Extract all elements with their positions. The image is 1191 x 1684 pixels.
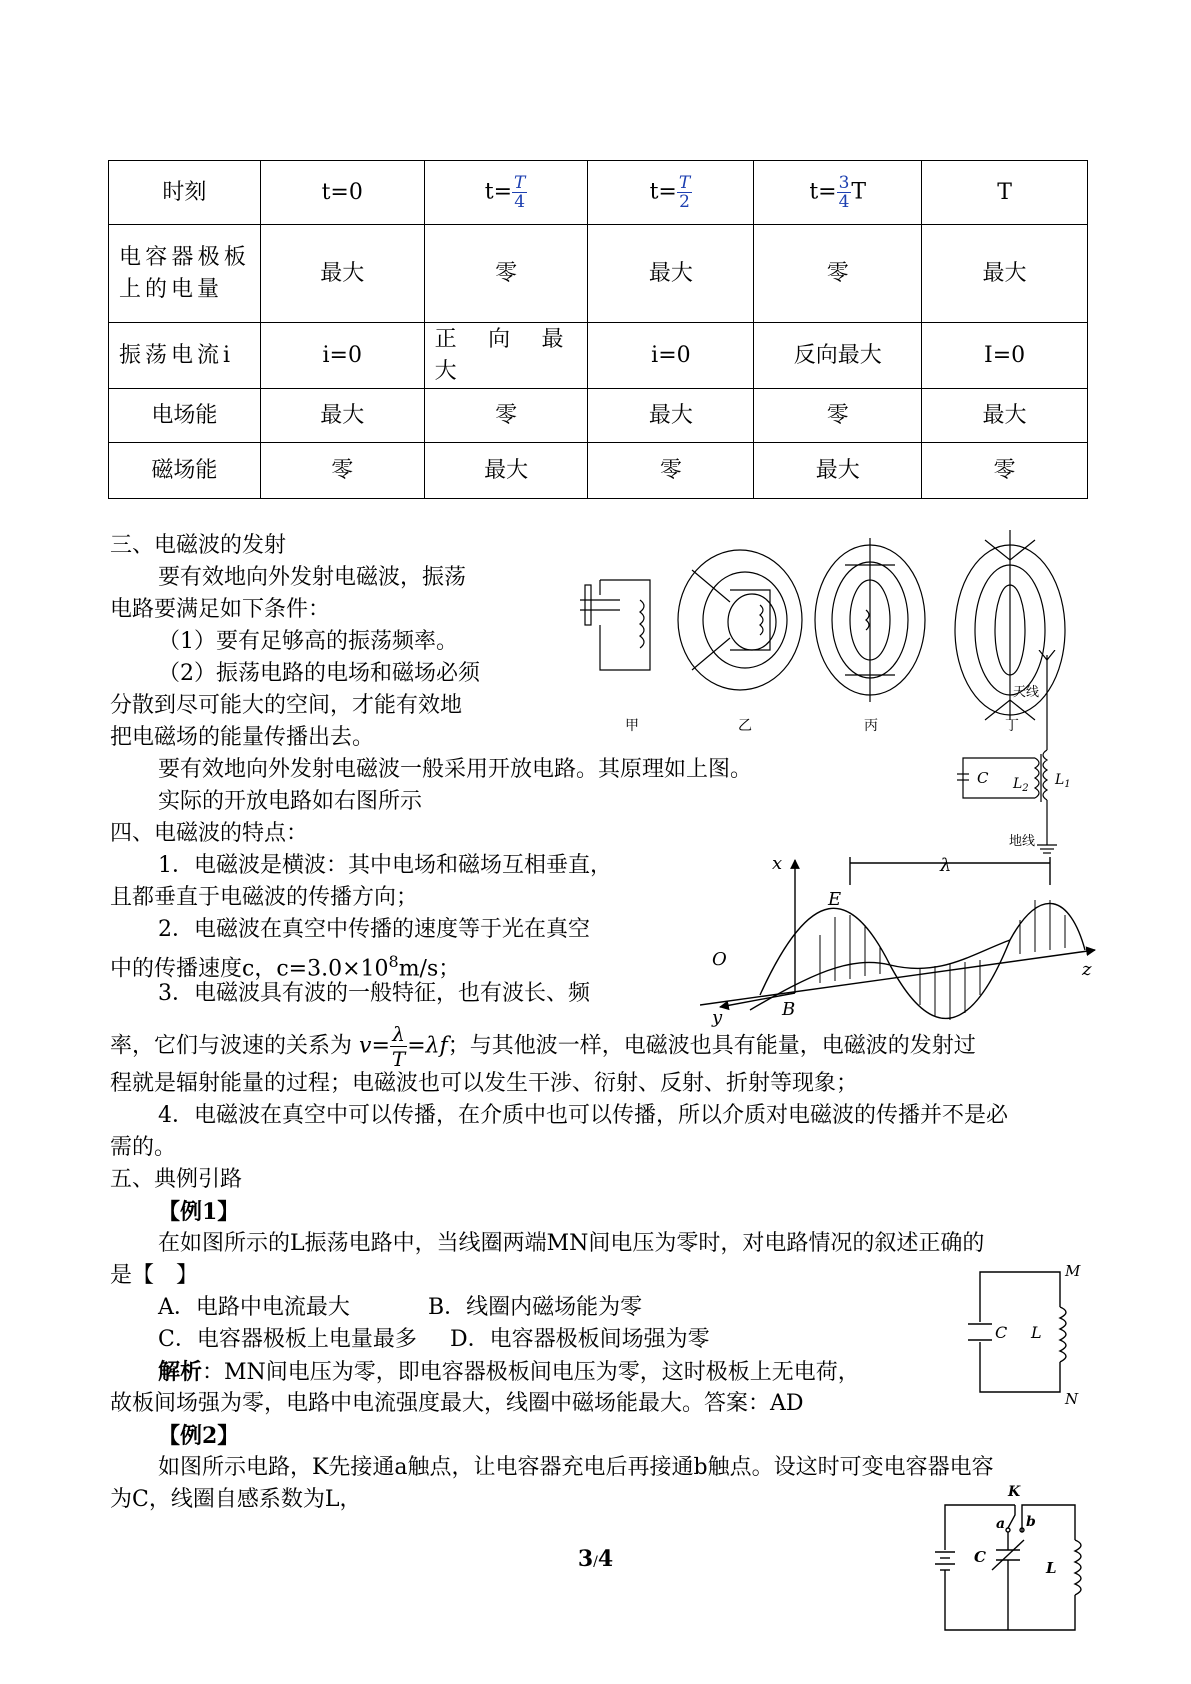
header-cell: t=0 [260, 161, 424, 225]
row-label: 电场能 [109, 389, 261, 443]
header-cell: t= $\frac{T}{4}$ [424, 161, 588, 225]
page-number: 3/4 [577, 1546, 614, 1572]
electric-field-label: E [828, 889, 842, 910]
paragraph-line: 在如图所示的L振荡电路中，当线圈两端MN间电压为零时，对电路情况的叙述正确的 [158, 1231, 985, 1256]
table-cell: 零 [424, 225, 588, 323]
paragraph-line: 要有效地向外发射电磁波一般采用开放电路。其原理如上图。 [158, 757, 753, 782]
table-cell: 最大 [260, 389, 424, 443]
table-cell: I=0 [922, 323, 1088, 389]
ground-label: 地线 [1009, 834, 1036, 849]
axis-y-label: y [712, 1007, 723, 1028]
answer-line: 故板间场强为零，电路中电流强度最大，线圈中磁场能最大。答案：AD [110, 1391, 804, 1416]
formula-fraction: $\frac{\lambda}{T}$ [391, 1022, 406, 1071]
section4-heading: 四、电磁波的特点： [110, 821, 309, 846]
table-row [109, 225, 1088, 323]
option-a: A．电路中电流最大 [158, 1295, 350, 1320]
table-row [109, 443, 1088, 499]
figure-label: 丙 [864, 718, 878, 734]
header-cell-time: 时刻 [109, 161, 261, 225]
option-d: D．电容器极板间场强为零 [450, 1327, 710, 1352]
antenna-circuit-figure [955, 650, 1075, 860]
table-cell: 最大 [922, 225, 1088, 323]
axis-z-label: z [1082, 959, 1092, 980]
lc-circuit-figure [965, 1262, 1085, 1407]
formula-line: 率，它们与波速的关系为 v= $\frac{\lambda}{T}$ =λf；与其他波一样，电磁波也具有能量，电磁波的发射过 [110, 1022, 976, 1071]
contact-b-label: b [1026, 1514, 1036, 1530]
row-label: 振荡电流i [109, 323, 261, 389]
figure-label: 丁 [1005, 718, 1019, 734]
paragraph-line: 把电磁场的能量传播出去。 [110, 725, 375, 750]
fraction: $\frac{T}{4}$ [514, 173, 526, 212]
paragraph-line: 4．电磁波在真空中可以传播，在介质中也可以传播，所以介质对电磁波的传播并不是必 [158, 1103, 1008, 1128]
capacitor-label: C [974, 1548, 986, 1566]
figure-label: 乙 [738, 718, 752, 734]
table-cell: 最大 [922, 389, 1088, 443]
header-cell: T [922, 161, 1088, 225]
paragraph-line: 为C，线圈自感系数为L， [110, 1487, 362, 1512]
table-cell: 零 [754, 225, 922, 323]
paragraph-line: （1）要有足够高的振荡频率。 [158, 629, 458, 654]
header-cell: t= $\frac{T}{2}$ [588, 161, 754, 225]
table-header-row [109, 161, 1088, 225]
paragraph-line: 3．电磁波具有波的一般特征，也有波长、频 [158, 981, 590, 1006]
capacitor-label: C [977, 769, 989, 787]
terminal-n-label: N [1065, 1390, 1079, 1407]
capacitor-label: C [995, 1323, 1008, 1342]
table-cell: 最大 [754, 443, 922, 499]
inductor-label: L [1046, 1559, 1057, 1577]
em-wave-figure [700, 855, 1100, 1030]
table-cell: 最大 [424, 443, 588, 499]
table-cell: 零 [424, 389, 588, 443]
table-row [109, 323, 1088, 389]
paragraph-line: 电路要满足如下条件： [110, 597, 331, 622]
paragraph-line: 需的。 [110, 1135, 177, 1160]
table-cell: 反向最大 [754, 323, 922, 389]
table-cell: 正向最大 [424, 323, 588, 389]
paragraph-line: 分散到尽可能大的空间，才能有效地 [110, 693, 463, 718]
inductor-label: L [1031, 1323, 1042, 1342]
option-b: B．线圈内磁场能为零 [428, 1295, 643, 1320]
figure-yi [678, 550, 802, 690]
paragraph-line: 要有效地向外发射电磁波，振荡 [158, 565, 467, 590]
table-cell: 零 [260, 443, 424, 499]
paragraph-line: 2．电磁波在真空中传播的速度等于光在真空 [158, 917, 590, 942]
paragraph-line: 是【 】 [110, 1263, 199, 1288]
row-label: 电容器极板上的电量 [109, 225, 261, 323]
table-cell: i=0 [588, 323, 754, 389]
paragraph-line: 程就是辐射能量的过程；电磁波也可以发生干涉、衍射、反射、折射等现象； [110, 1071, 859, 1096]
table-row [109, 389, 1088, 443]
header-cell: t= $\frac{3}{4}$ T [754, 161, 922, 225]
terminal-m-label: M [1065, 1262, 1081, 1280]
paragraph-line: 1．电磁波是横波：其中电场和磁场互相垂直， [158, 853, 612, 878]
figure-jia [580, 580, 650, 670]
table-cell: i=0 [260, 323, 424, 389]
table-cell: 零 [588, 443, 754, 499]
option-c: C．电容器极板上电量最多 [158, 1327, 417, 1352]
table-cell: 最大 [260, 225, 424, 323]
example1-title: 【例1】 [158, 1199, 240, 1225]
example2-title: 【例2】 [158, 1423, 240, 1449]
axis-x-label: x [772, 855, 783, 874]
magnetic-field-label: B [782, 999, 796, 1020]
figure-bing [815, 538, 925, 702]
inductor-l2-label: $L_2$ [1013, 776, 1029, 794]
inductor-l1-label: $L_1$ [1055, 772, 1071, 790]
row-label: 磁场能 [109, 443, 261, 499]
section5-heading: 五、典例引路 [110, 1167, 243, 1192]
fraction: $\frac{T}{2}$ [678, 173, 691, 212]
origin-label: O [712, 949, 727, 970]
contact-a-label: a [996, 1516, 1006, 1532]
figure-label: 甲 [625, 718, 639, 734]
wavelength-label: λ [940, 855, 952, 876]
paragraph-line: 中的传播速度c，$c=3.0\times 10^8m/s$； [110, 952, 461, 982]
paragraph-line: 且都垂直于电磁波的传播方向； [110, 885, 419, 910]
paragraph-line: （2）振荡电路的电场和磁场必须 [158, 661, 480, 686]
paragraph-line: 如图所示电路，K先接通a触点，让电容器充电后再接通b触点。设这时可变电容器电容 [158, 1455, 994, 1480]
table-cell: 零 [922, 443, 1088, 499]
table-cell: 最大 [588, 225, 754, 323]
table-cell: 零 [754, 389, 922, 443]
switch-k-label: K [1008, 1484, 1021, 1500]
table-cell: 最大 [588, 389, 754, 443]
oscillation-table [108, 160, 1088, 499]
fraction: $\frac{3}{4}$ [838, 173, 850, 212]
section3-heading: 三、电磁波的发射 [110, 533, 287, 558]
antenna-label: 天线 [1013, 685, 1040, 700]
answer-line: 解析：MN间电压为零，即电容器极板间电压为零，这时极板上无电荷， [158, 1359, 860, 1385]
paragraph-line: 实际的开放电路如右图所示 [158, 789, 423, 814]
